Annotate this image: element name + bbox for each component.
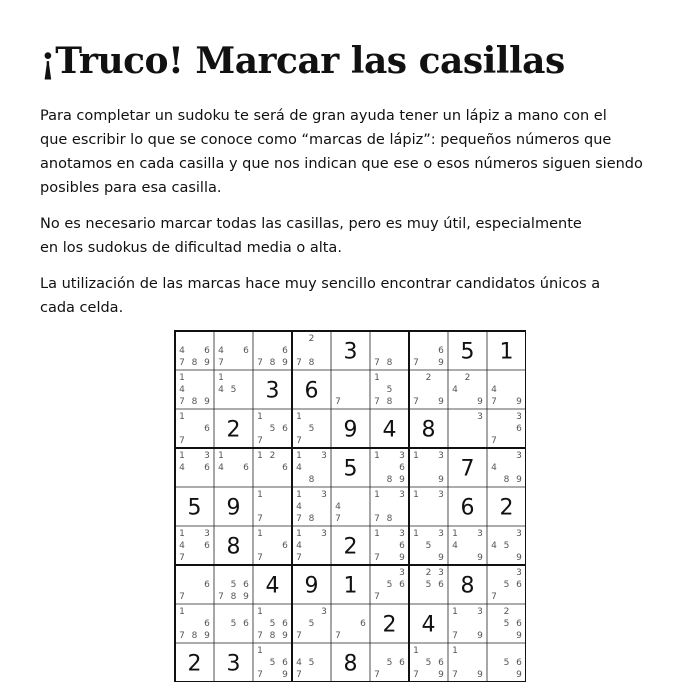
sudoku-cell[interactable] <box>422 418 436 443</box>
pencil-mark: 5 <box>230 580 237 590</box>
sudoku-cell[interactable] <box>344 574 358 599</box>
pencil-mark: 3 <box>204 529 210 539</box>
pencil-mark: 7 <box>179 358 185 368</box>
pencil-mark: 5 <box>230 385 237 395</box>
sudoku-cell[interactable] <box>227 652 241 677</box>
pencil-mark: 6 <box>282 619 288 629</box>
pencil-mark: 6 <box>516 619 522 629</box>
given-digit: 2 <box>187 651 202 677</box>
pencil-mark: 6 <box>438 580 444 590</box>
pencil-mark: 1 <box>374 529 380 539</box>
given-digit: 8 <box>460 573 475 599</box>
pencil-mark: 3 <box>438 529 444 539</box>
given-digit: 2 <box>343 534 358 560</box>
pencil-mark: 1 <box>452 607 458 617</box>
sudoku-cell[interactable] <box>344 535 358 560</box>
pencil-mark: 3 <box>438 451 444 461</box>
pencil-mark: 1 <box>218 373 224 383</box>
pencil-mark: 6 <box>438 658 444 668</box>
pencil-mark: 4 <box>491 463 497 473</box>
pencil-mark: 3 <box>399 529 405 539</box>
given-digit: 2 <box>226 417 241 443</box>
pencil-mark: 7 <box>335 397 341 407</box>
pencil-mark: 6 <box>282 463 288 473</box>
pencil-mark: 3 <box>477 412 483 422</box>
pencil-mark: 3 <box>516 529 522 539</box>
pencil-mark: 6 <box>516 424 522 434</box>
pencil-mark: 9 <box>282 670 288 680</box>
pencil-mark: 6 <box>438 346 444 356</box>
pencil-mark: 4 <box>452 541 458 551</box>
given-digit: 3 <box>265 378 280 404</box>
pencil-mark: 6 <box>399 541 405 551</box>
sudoku-cell[interactable] <box>461 457 475 482</box>
pencil-mark: 6 <box>399 580 405 590</box>
sudoku-cell[interactable] <box>266 574 280 599</box>
pencil-mark: 2 <box>425 373 432 383</box>
pencil-mark: 1 <box>296 529 302 539</box>
pencil-mark: 9 <box>516 475 522 485</box>
pencil-mark: 6 <box>204 463 210 473</box>
pencil-mark: 1 <box>179 412 185 422</box>
pencil-mark: 1 <box>413 529 419 539</box>
given-digit: 2 <box>499 495 514 521</box>
pencil-mark: 7 <box>374 553 380 563</box>
sudoku-cell[interactable] <box>305 379 319 404</box>
given-digit: 6 <box>460 495 475 521</box>
pencil-mark: 1 <box>374 451 380 461</box>
sudoku-cell[interactable] <box>344 652 358 677</box>
pencil-mark: 9 <box>516 670 522 680</box>
pencil-mark: 5 <box>503 619 510 629</box>
sudoku-cell[interactable] <box>305 574 319 599</box>
pencil-mark: 4 <box>491 385 497 395</box>
pencil-mark: 6 <box>204 541 210 551</box>
pencil-mark: 7 <box>218 358 224 368</box>
sudoku-cell[interactable] <box>227 535 241 560</box>
pencil-mark: 4 <box>491 541 497 551</box>
pencil-mark: 6 <box>282 346 288 356</box>
pencil-mark: 7 <box>413 670 419 680</box>
pencil-mark: 8 <box>308 514 315 524</box>
sudoku-cell[interactable] <box>227 418 241 443</box>
pencil-mark: 4 <box>296 658 302 668</box>
pencil-mark: 4 <box>296 541 302 551</box>
pencil-mark: 9 <box>243 592 249 602</box>
pencil-mark: 8 <box>269 631 276 641</box>
pencil-mark: 5 <box>386 385 393 395</box>
pencil-mark: 6 <box>282 658 288 668</box>
pencil-mark: 8 <box>386 397 393 407</box>
pencil-mark: 7 <box>374 514 380 524</box>
pencil-mark: 9 <box>516 397 522 407</box>
given-digit: 5 <box>343 456 358 482</box>
given-digit: 5 <box>187 495 202 521</box>
sudoku-cell[interactable] <box>500 340 514 365</box>
pencil-mark: 9 <box>438 397 444 407</box>
pencil-mark: 7 <box>179 436 185 446</box>
pencil-mark: 8 <box>308 358 315 368</box>
pencil-mark: 6 <box>399 658 405 668</box>
given-digit: 9 <box>304 573 319 599</box>
pencil-mark: 9 <box>477 553 483 563</box>
pencil-mark: 2 <box>503 607 510 617</box>
pencil-mark: 6 <box>243 619 249 629</box>
pencil-mark: 7 <box>257 631 263 641</box>
paragraph-intro: Para completar un sudoku te será de gran ayuda tener un lápiz a mano con el que escribir lo que se conoce como “marcas de lápiz”: pequeños números que anotamos en cada casilla y que nos indican que ese o esos números siguen siendo posibles para esa casilla. <box>40 108 643 196</box>
pencil-mark: 1 <box>413 646 419 656</box>
pencil-mark: 9 <box>477 397 483 407</box>
pencil-mark: 9 <box>477 670 483 680</box>
pencil-mark: 5 <box>269 658 276 668</box>
given-digit: 8 <box>226 534 241 560</box>
pencil-mark: 5 <box>425 541 432 551</box>
pencil-mark: 4 <box>218 346 224 356</box>
pencil-mark: 7 <box>296 514 302 524</box>
sudoku-cell[interactable] <box>188 496 202 521</box>
pencil-mark: 6 <box>282 424 288 434</box>
given-digit: 9 <box>226 495 241 521</box>
pencil-mark: 4 <box>179 463 185 473</box>
pencil-mark: 1 <box>179 529 185 539</box>
pencil-mark: 5 <box>269 619 276 629</box>
pencil-mark: 6 <box>399 463 405 473</box>
sudoku-cell[interactable] <box>461 340 475 365</box>
pencil-mark: 1 <box>179 607 185 617</box>
pencil-mark: 1 <box>179 451 185 461</box>
given-digit: 8 <box>421 417 436 443</box>
pencil-mark: 5 <box>503 541 510 551</box>
pencil-mark: 3 <box>516 412 522 422</box>
pencil-mark: 7 <box>296 358 302 368</box>
pencil-mark: 1 <box>257 412 263 422</box>
given-digit: 9 <box>343 417 358 443</box>
given-digit: 3 <box>343 339 358 365</box>
pencil-mark: 3 <box>399 490 405 500</box>
pencil-mark: 5 <box>308 424 315 434</box>
pencil-mark: 3 <box>399 568 405 578</box>
sudoku-cell[interactable] <box>344 340 358 365</box>
pencil-mark: 7 <box>491 397 497 407</box>
pencil-mark: 8 <box>191 631 198 641</box>
pencil-mark: 7 <box>179 553 185 563</box>
pencil-mark: 1 <box>296 451 302 461</box>
pencil-mark: 7 <box>257 358 263 368</box>
sudoku-cell[interactable] <box>344 418 358 443</box>
sudoku-cell[interactable] <box>477 412 483 422</box>
pencil-mark: 3 <box>321 451 327 461</box>
pencil-mark: 3 <box>438 490 444 500</box>
given-digit: 7 <box>460 456 475 482</box>
pencil-mark: 9 <box>477 631 483 641</box>
pencil-mark: 3 <box>477 529 483 539</box>
pencil-mark: 2 <box>308 334 315 344</box>
pencil-mark: 1 <box>413 451 419 461</box>
pencil-mark: 9 <box>438 670 444 680</box>
paragraph-usefulness: No es necesario marcar todas las casillas, pero es muy útil, especialmente en los sudokus de dificultad media o alta. <box>40 216 582 256</box>
pencil-mark: 8 <box>386 514 393 524</box>
pencil-mark: 9 <box>516 631 522 641</box>
pencil-mark: 4 <box>296 463 302 473</box>
sudoku-cell[interactable] <box>461 574 475 599</box>
pencil-mark: 7 <box>452 670 458 680</box>
pencil-mark: 9 <box>438 553 444 563</box>
pencil-mark: 5 <box>425 580 432 590</box>
sudoku-cell[interactable] <box>422 613 436 638</box>
pencil-mark: 1 <box>452 646 458 656</box>
pencil-mark: 6 <box>243 346 249 356</box>
pencil-mark: 6 <box>243 580 249 590</box>
pencil-mark: 4 <box>218 463 224 473</box>
pencil-mark: 7 <box>374 670 380 680</box>
pencil-mark: 7 <box>218 592 224 602</box>
pencil-mark: 8 <box>230 592 237 602</box>
given-digit: 4 <box>421 612 436 638</box>
pencil-mark: 3 <box>204 451 210 461</box>
pencil-mark: 9 <box>282 631 288 641</box>
pencil-mark: 8 <box>191 358 198 368</box>
pencil-mark: 4 <box>296 502 302 512</box>
pencil-mark: 3 <box>477 607 483 617</box>
pencil-mark: 9 <box>438 358 444 368</box>
pencil-mark: 7 <box>257 436 263 446</box>
given-digit: 6 <box>304 378 319 404</box>
pencil-mark: 1 <box>257 646 263 656</box>
sudoku-cell[interactable] <box>383 613 397 638</box>
given-digit: 2 <box>382 612 397 638</box>
pencil-mark: 1 <box>452 529 458 539</box>
pencil-mark: 9 <box>204 358 210 368</box>
pencil-mark: 8 <box>191 397 198 407</box>
sudoku-cell[interactable] <box>188 652 202 677</box>
pencil-mark: 3 <box>438 568 444 578</box>
pencil-mark: 7 <box>413 358 419 368</box>
pencil-mark: 7 <box>413 397 419 407</box>
given-digit: 5 <box>460 339 475 365</box>
pencil-mark: 8 <box>308 475 315 485</box>
pencil-mark: 7 <box>452 631 458 641</box>
pencil-mark: 2 <box>269 451 276 461</box>
pencil-mark: 5 <box>269 424 276 434</box>
pencil-mark: 6 <box>204 424 210 434</box>
pencil-mark: 1 <box>257 607 263 617</box>
pencil-mark: 6 <box>360 619 366 629</box>
given-digit: 4 <box>265 573 280 599</box>
pencil-mark: 7 <box>335 514 341 524</box>
sudoku-cell[interactable] <box>335 397 341 407</box>
page-title: ¡Truco! Marcar las casillas <box>40 40 565 82</box>
pencil-mark: 5 <box>386 658 393 668</box>
sudoku-cell[interactable] <box>383 418 397 443</box>
pencil-mark: 4 <box>452 385 458 395</box>
pencil-mark: 7 <box>296 553 302 563</box>
pencil-mark: 6 <box>516 580 522 590</box>
pencil-mark: 6 <box>243 463 249 473</box>
pencil-mark: 4 <box>335 502 341 512</box>
pencil-mark: 5 <box>308 619 315 629</box>
given-digit: 1 <box>499 339 514 365</box>
sudoku-cell[interactable] <box>227 496 241 521</box>
sudoku-cell[interactable] <box>500 496 514 521</box>
pencil-mark: 4 <box>179 346 185 356</box>
pencil-mark: 1 <box>257 490 263 500</box>
pencil-mark: 9 <box>399 553 405 563</box>
sudoku-cell[interactable] <box>344 457 358 482</box>
pencil-mark: 1 <box>179 373 185 383</box>
pencil-mark: 5 <box>503 658 510 668</box>
pencil-mark: 7 <box>374 592 380 602</box>
given-digit: 4 <box>382 417 397 443</box>
pencil-mark: 8 <box>269 358 276 368</box>
pencil-mark: 3 <box>399 451 405 461</box>
pencil-mark: 3 <box>516 451 522 461</box>
pencil-mark: 7 <box>296 631 302 641</box>
pencil-mark: 4 <box>179 541 185 551</box>
pencil-mark: 8 <box>386 475 393 485</box>
pencil-mark: 7 <box>257 553 263 563</box>
given-digit: 8 <box>343 651 358 677</box>
pencil-mark: 9 <box>204 397 210 407</box>
pencil-mark: 5 <box>386 580 393 590</box>
pencil-mark: 6 <box>204 619 210 629</box>
pencil-mark: 7 <box>491 592 497 602</box>
pencil-mark: 3 <box>321 490 327 500</box>
pencil-mark: 1 <box>413 490 419 500</box>
pencil-mark: 5 <box>308 658 315 668</box>
pencil-mark: 2 <box>425 568 432 578</box>
pencil-mark: 3 <box>516 568 522 578</box>
pencil-mark: 6 <box>204 346 210 356</box>
pencil-mark: 7 <box>179 397 185 407</box>
pencil-mark: 1 <box>218 451 224 461</box>
pencil-mark: 7 <box>179 631 185 641</box>
pencil-mark: 6 <box>282 541 288 551</box>
pencil-mark: 9 <box>438 475 444 485</box>
pencil-mark: 7 <box>296 436 302 446</box>
pencil-mark: 7 <box>257 670 263 680</box>
pencil-mark: 6 <box>516 658 522 668</box>
given-digit: 1 <box>343 573 358 599</box>
sudoku-cell[interactable] <box>266 379 280 404</box>
sudoku-cell[interactable] <box>461 496 475 521</box>
pencil-mark: 6 <box>204 580 210 590</box>
pencil-mark: 9 <box>516 553 522 563</box>
pencil-mark: 2 <box>464 373 471 383</box>
pencil-mark: 5 <box>425 658 432 668</box>
pencil-mark: 1 <box>296 490 302 500</box>
pencil-mark: 9 <box>282 358 288 368</box>
pencil-mark: 1 <box>257 451 263 461</box>
pencil-mark: 4 <box>218 385 224 395</box>
sudoku-grid <box>174 330 526 682</box>
pencil-mark: 7 <box>257 514 263 524</box>
pencil-mark: 7 <box>491 436 497 446</box>
pencil-mark: 1 <box>374 490 380 500</box>
pencil-mark: 5 <box>230 619 237 629</box>
pencil-mark: 3 <box>321 529 327 539</box>
pencil-mark: 7 <box>335 631 341 641</box>
paragraph-candidates: La utilización de las marcas hace muy sencillo encontrar candidatos únicos a cada celda. <box>40 276 601 316</box>
pencil-mark: 1 <box>374 373 380 383</box>
pencil-mark: 8 <box>503 475 510 485</box>
pencil-mark: 5 <box>503 580 510 590</box>
pencil-mark: 1 <box>296 412 302 422</box>
given-digit: 3 <box>226 651 241 677</box>
pencil-mark: 7 <box>179 592 185 602</box>
pencil-mark: 4 <box>179 385 185 395</box>
pencil-mark: 7 <box>374 397 380 407</box>
pencil-mark: 7 <box>374 358 380 368</box>
pencil-mark: 8 <box>386 358 393 368</box>
pencil-mark: 3 <box>321 607 327 617</box>
pencil-mark: 7 <box>296 670 302 680</box>
pencil-mark: 9 <box>204 631 210 641</box>
pencil-mark: 1 <box>257 529 263 539</box>
pencil-mark: 9 <box>399 475 405 485</box>
